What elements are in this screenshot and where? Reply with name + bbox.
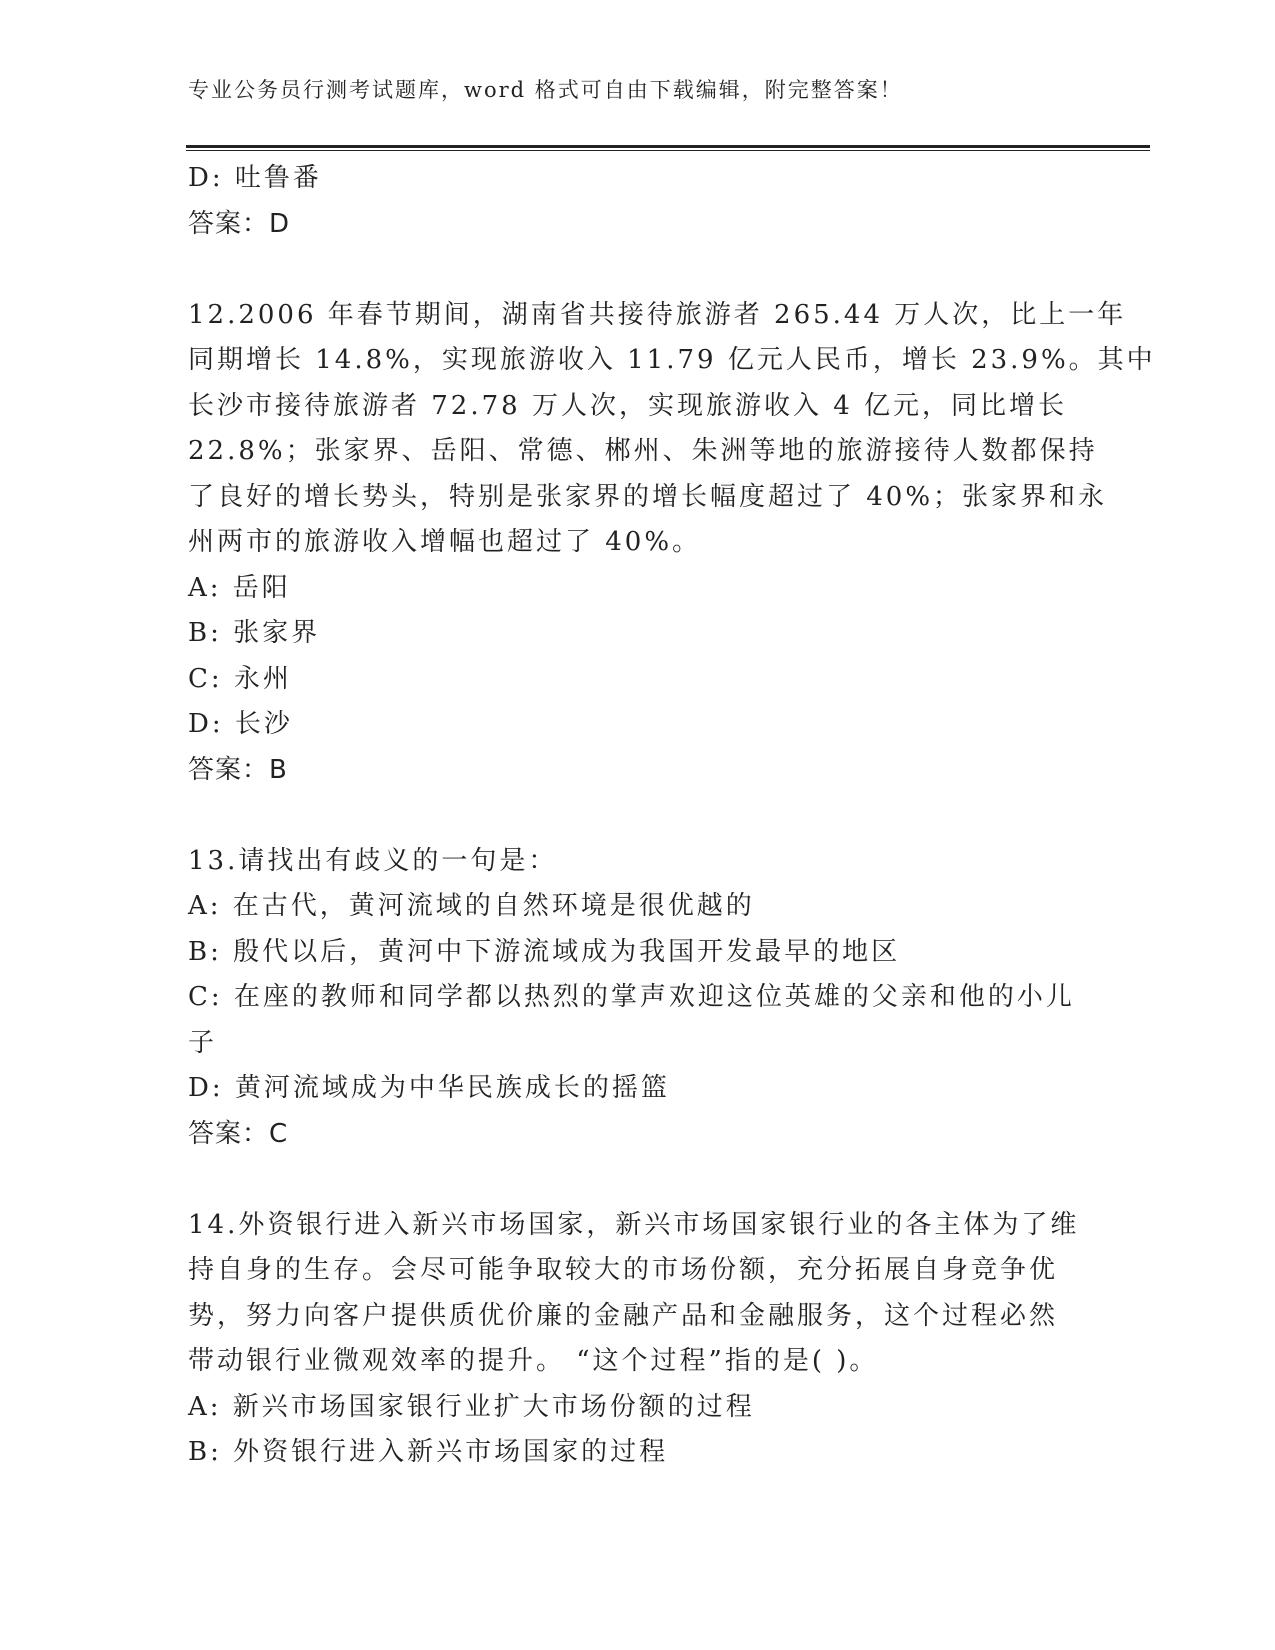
option-b: B: 殷代以后，黄河中下游流域成为我国开发最早的地区 bbox=[188, 936, 901, 967]
document-body bbox=[188, 156, 1156, 1476]
spacer bbox=[188, 247, 1088, 293]
question-text-line: 12.2006 年春节期间，湖南省共接待旅游者 265.44 万人次，比上一年 bbox=[188, 299, 1127, 330]
answer: 答案：C bbox=[188, 1118, 289, 1149]
option-a: A: 新兴市场国家银行业扩大市场份额的过程 bbox=[188, 1391, 755, 1422]
question-text-line: 势，努力向客户提供质优价廉的金融产品和金融服务，这个过程必然 bbox=[188, 1300, 1059, 1331]
option-b: B: 张家界 bbox=[188, 618, 321, 648]
option-b: B: 外资银行进入新兴市场国家的过程 bbox=[188, 1437, 669, 1467]
question-14 bbox=[188, 1203, 1088, 1476]
header-rule bbox=[186, 145, 1150, 148]
option-c: C: 永州 bbox=[188, 663, 292, 694]
question-text-line: 州两市的旅游收入增幅也超过了 40%。 bbox=[188, 527, 702, 557]
question-text-line: 22.8%；张家界、岳阳、常德、郴州、朱洲等地的旅游接待人数都保持 bbox=[188, 436, 1098, 466]
answer: 答案：D bbox=[188, 208, 291, 239]
option-d: D: 长沙 bbox=[188, 709, 293, 739]
page-header: 专业公务员行测考试题库，word 格式可自由下载编辑，附完整答案！ bbox=[188, 78, 903, 102]
spacer bbox=[188, 793, 1088, 839]
question-text-line: 同期增长 14.8%，实现旅游收入 11.79 亿元人民币，增长 23.9%。其中 bbox=[188, 345, 1156, 375]
question-text-line: 长沙市接待旅游者 72.78 万人次，实现旅游收入 4 亿元，同比增长 bbox=[188, 390, 1068, 421]
option-d: D: 黄河流域成为中华民族成长的摇篮 bbox=[188, 1073, 670, 1103]
option-d: D: 吐鲁番 bbox=[188, 163, 322, 193]
option-a: A: 岳阳 bbox=[188, 572, 291, 603]
question-text-line: 了良好的增长势头，特别是张家界的增长幅度超过了 40%；张家界和永 bbox=[188, 481, 1108, 512]
question-text-line: 13.请找出有歧义的一句是： bbox=[188, 845, 558, 876]
question-13 bbox=[188, 839, 1088, 1158]
question-text-line: 带动银行业微观效率的提升。 “这个过程”指的是( )。 bbox=[188, 1346, 879, 1376]
option-a: A: 在古代，黄河流域的自然环境是很优越的 bbox=[188, 891, 755, 921]
question-12 bbox=[188, 293, 1156, 794]
option-c-continued: 子 bbox=[188, 1027, 218, 1058]
option-c: C: 在座的教师和同学都以热烈的掌声欢迎这位英雄的父亲和他的小儿 bbox=[188, 982, 1075, 1012]
header-rule-thin bbox=[186, 150, 1150, 151]
answer: 答案：B bbox=[188, 754, 288, 785]
spacer bbox=[188, 1157, 1088, 1203]
question-text-line: 14.外资银行进入新兴市场国家，新兴市场国家银行业的各主体为了维 bbox=[188, 1209, 1080, 1240]
question-text-line: 持自身的生存。会尽可能争取较大的市场份额，充分拓展自身竞争优 bbox=[188, 1255, 1059, 1285]
